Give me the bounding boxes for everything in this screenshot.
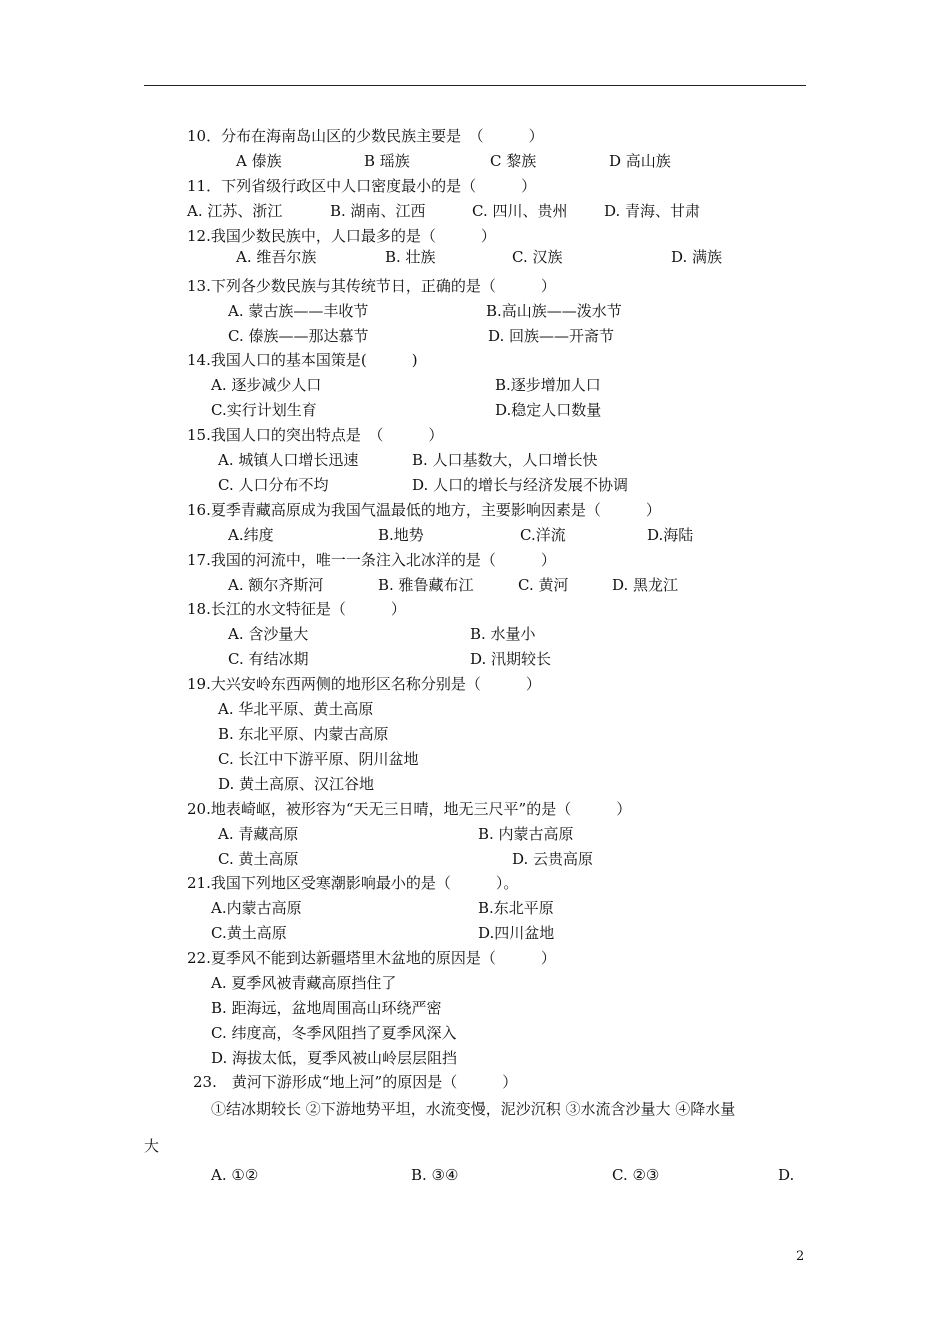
question-15-option-c: C. 人口分布不均	[218, 476, 329, 494]
question-23-option-c: C. ②③	[612, 1166, 660, 1184]
question-20-option-c: C. 黄土高原	[218, 850, 299, 868]
question-22-option-c: C. 纬度高，冬季风阻挡了夏季风深入	[211, 1024, 457, 1042]
question-16: 16.夏季青藏高原成为我国气温最低的地方，主要影响因素是（ ）	[187, 501, 661, 519]
question-21-option-d: D.四川盆地	[478, 924, 555, 942]
question-14: 14.我国人口的基本国策是( )	[187, 351, 418, 369]
question-11-option-c: C. 四川、贵州	[472, 202, 568, 220]
question-19-option-c: C. 长江中下游平原、阴川盆地	[218, 750, 419, 768]
question-13-option-b: B.高山族——泼水节	[486, 302, 622, 320]
question-14-option-c: C.实行计划生育	[211, 401, 317, 419]
question-23-option-a: A. ①②	[211, 1166, 259, 1184]
question-15: 15.我国人口的突出特点是 （ ）	[187, 426, 444, 444]
question-22-option-d: D. 海拔太低，夏季风被山岭层层阻挡	[211, 1049, 458, 1067]
question-19-option-a: A. 华北平原、黄土高原	[218, 700, 374, 718]
question-19: 19.大兴安岭东西两侧的地形区名称分别是（ ）	[187, 675, 541, 693]
question-22: 22.夏季风不能到达新疆塔里木盆地的原因是（ ）	[187, 949, 556, 967]
question-21-option-b: B.东北平原	[478, 899, 554, 917]
question-19-option-d: D. 黄土高原、汉江谷地	[218, 775, 375, 793]
question-17-option-d: D. 黑龙江	[612, 576, 679, 594]
question-20-option-a: A. 青藏高原	[218, 825, 299, 843]
question-16-option-c: C.洋流	[520, 526, 566, 544]
question-12-option-a: A. 维吾尔族	[236, 248, 317, 266]
question-12: 12.我国少数民族中，人口最多的是（ ）	[187, 227, 496, 245]
question-11-option-b: B. 湖南、江西	[330, 202, 426, 220]
question-13-option-a: A. 蒙古族——丰收节	[228, 302, 369, 320]
question-11: 11．下列省级行政区中人口密度最小的是（ ）	[187, 177, 537, 195]
question-16-option-b: B.地势	[378, 526, 424, 544]
question-23-option-d: D.	[778, 1166, 795, 1184]
question-14-option-d: D.稳定人口数量	[495, 401, 602, 419]
question-17-option-b: B. 雅鲁藏布江	[378, 576, 474, 594]
question-19-option-b: B. 东北平原、内蒙古高原	[218, 725, 389, 743]
question-10-option-a: A 傣族	[236, 152, 282, 170]
question-11-option-d: D. 青海、甘肃	[604, 202, 701, 220]
question-17-option-c: C. 黄河	[518, 576, 569, 594]
header-rule	[144, 85, 806, 86]
question-14-option-a: A. 逐步减少人口	[211, 376, 322, 394]
question-21-option-a: A.内蒙古高原	[211, 899, 302, 917]
question-20-option-d: D. 云贵高原	[512, 850, 594, 868]
question-21-option-c: C.黄土高原	[211, 924, 287, 942]
question-18-option-c: C. 有结冰期	[228, 650, 309, 668]
question-10-option-d: D 高山族	[609, 152, 671, 170]
question-12-option-c: C. 汉族	[512, 248, 563, 266]
question-18-option-b: B. 水量小	[470, 625, 536, 643]
question-13: 13.下列各少数民族与其传统节日，正确的是（ ）	[187, 277, 556, 295]
question-14-option-b: B.逐步增加人口	[495, 376, 601, 394]
question-16-option-a: A.纬度	[228, 526, 274, 544]
question-17: 17.我国的河流中，唯一一条注入北冰洋的是（ ）	[187, 551, 556, 569]
question-10-option-b: B 瑶族	[364, 152, 410, 170]
question-12-option-d: D. 满族	[671, 248, 723, 266]
question-23-statements-wrap: 大	[144, 1137, 160, 1155]
question-18-option-d: D. 汛期较长	[470, 650, 552, 668]
question-20: 20.地表崎岖，被形容为“天无三日晴，地无三尺平”的是（ ）	[187, 800, 632, 818]
question-13-option-d: D. 回族——开斋节	[488, 327, 615, 345]
question-16-option-d: D.海陆	[647, 526, 694, 544]
question-15-option-d: D. 人口的增长与经济发展不协调	[412, 476, 629, 494]
question-17-option-a: A. 额尔齐斯河	[228, 576, 324, 594]
question-21: 21.我国下列地区受寒潮影响最小的是（ ）。	[187, 874, 519, 892]
question-18: 18.长江的水文特征是（ ）	[187, 600, 406, 618]
question-20-option-b: B. 内蒙古高原	[478, 825, 574, 843]
question-10: 10．分布在海南岛山区的少数民族主要是 （ ）	[187, 127, 544, 145]
question-22-option-b: B. 距海远，盆地周围高山环绕严密	[211, 999, 442, 1017]
question-18-option-a: A. 含沙量大	[228, 625, 309, 643]
question-15-option-b: B. 人口基数大，人口增长快	[412, 451, 598, 469]
question-15-option-a: A. 城镇人口增长迅速	[218, 451, 359, 469]
question-23-option-b: B. ③④	[411, 1166, 459, 1184]
question-23: 23. 黄河下游形成“地上河”的原因是（ ）	[193, 1073, 518, 1091]
question-13-option-c: C. 傣族——那达慕节	[228, 327, 369, 345]
question-11-option-a: A. 江苏、浙江	[187, 202, 283, 220]
question-22-option-a: A. 夏季风被青藏高原挡住了	[211, 974, 397, 992]
question-10-option-c: C 黎族	[490, 152, 537, 170]
question-12-option-b: B. 壮族	[385, 248, 436, 266]
page-number: 2	[796, 1249, 805, 1264]
question-23-statements: ①结冰期较长 ②下游地势平坦，水流变慢，泥沙沉积 ③水流含沙量大 ④降水量	[211, 1100, 736, 1118]
